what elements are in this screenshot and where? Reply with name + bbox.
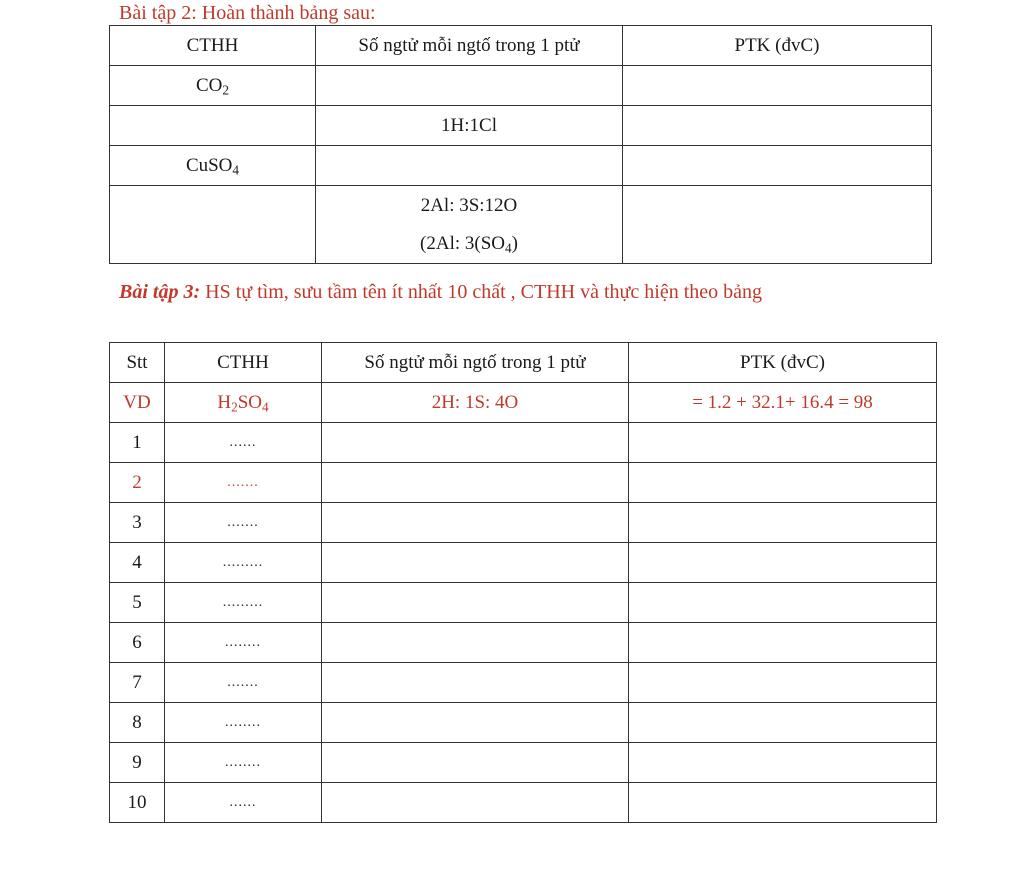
formula-cell[interactable] <box>110 106 316 146</box>
formula-cell[interactable]: ....... <box>165 663 322 703</box>
formula-cell: CuSO$_4$ <box>110 146 316 186</box>
formula-cell: $CO_2$ <box>110 66 316 106</box>
stt-cell: 6 <box>110 623 165 663</box>
atoms-line: 2Al: 3S:12O <box>420 194 518 216</box>
header-atoms: Số ngtử mỗi ngtố trong 1 ptử <box>322 343 629 383</box>
atoms-cell <box>316 186 623 264</box>
formula-cell[interactable]: ......... <box>165 543 322 583</box>
table-row <box>110 66 932 106</box>
stt-cell: VD <box>110 383 165 423</box>
exercise3-title <box>119 278 762 306</box>
atoms-cell[interactable] <box>322 583 629 623</box>
formula-cell[interactable]: ........ <box>165 623 322 663</box>
atoms-cell[interactable] <box>322 423 629 463</box>
exercise3-table <box>109 342 937 823</box>
table-row <box>110 583 937 623</box>
ptk-cell[interactable] <box>629 503 937 543</box>
header-ptk: PTK (đvC) <box>629 343 937 383</box>
example-row <box>110 383 937 423</box>
atoms-cell[interactable] <box>322 543 629 583</box>
formula-cell[interactable]: ...... <box>165 423 322 463</box>
formula-cell[interactable] <box>110 186 316 264</box>
atoms-cell[interactable] <box>322 663 629 703</box>
formula-cell[interactable]: ...... <box>165 783 322 823</box>
table-row <box>110 623 937 663</box>
header-cthh: CTHH <box>165 343 322 383</box>
atoms-cell[interactable] <box>316 146 623 186</box>
atoms-cell: 2H: 1S: 4O <box>322 383 629 423</box>
ptk-cell[interactable] <box>629 543 937 583</box>
ptk-cell[interactable] <box>629 583 937 623</box>
ptk-cell[interactable] <box>629 463 937 503</box>
table-header-row <box>110 26 932 66</box>
table-row <box>110 703 937 743</box>
atoms-cell[interactable] <box>322 463 629 503</box>
table-row <box>110 146 932 186</box>
table-row <box>110 543 937 583</box>
formula-cell[interactable]: ........ <box>165 743 322 783</box>
exercise3-title-rest: HS tự tìm, sưu tầm tên ít nhất 10 chất , CTHH và thực hiện theo bảng <box>200 281 762 303</box>
ptk-cell[interactable] <box>629 783 937 823</box>
ptk-cell[interactable] <box>629 623 937 663</box>
atoms-cell[interactable] <box>322 503 629 543</box>
exercise2-table <box>109 25 932 264</box>
atoms-cell[interactable] <box>322 743 629 783</box>
ptk-cell[interactable] <box>629 703 937 743</box>
stt-cell: 5 <box>110 583 165 623</box>
stt-cell: 4 <box>110 543 165 583</box>
ptk-cell[interactable] <box>623 186 932 264</box>
ptk-cell: = 1.2 + 32.1+ 16.4 = 98 <box>629 383 937 423</box>
stt-cell: 2 <box>110 463 165 503</box>
header-stt: Stt <box>110 343 165 383</box>
table-row <box>110 783 937 823</box>
table-row <box>110 743 937 783</box>
ptk-cell[interactable] <box>629 743 937 783</box>
header-cthh: CTHH <box>110 26 316 66</box>
formula-cell: $H_2SO_4$ <box>165 383 322 423</box>
header-atoms: Số ngtử mỗi ngtố trong 1 ptử <box>316 26 623 66</box>
table-row <box>110 663 937 703</box>
atoms-cell[interactable] <box>322 703 629 743</box>
ptk-cell[interactable] <box>629 423 937 463</box>
formula-cell[interactable]: ......... <box>165 583 322 623</box>
formula-cell[interactable]: ....... <box>165 503 322 543</box>
exercise3-title-bold: Bài tập 3: <box>119 281 201 303</box>
stt-cell: 1 <box>110 423 165 463</box>
ptk-cell[interactable] <box>629 663 937 703</box>
atoms-cell[interactable] <box>316 66 623 106</box>
stt-cell: 7 <box>110 663 165 703</box>
stt-cell: 10 <box>110 783 165 823</box>
stt-cell: 9 <box>110 743 165 783</box>
atoms-cell[interactable] <box>322 783 629 823</box>
formula-cell[interactable]: ........ <box>165 703 322 743</box>
table-row <box>110 503 937 543</box>
exercise2-title: Bài tập 2: Hoàn thành bảng sau: <box>119 2 376 24</box>
stt-cell: 3 <box>110 503 165 543</box>
atoms-line: (2Al: $3(SO_4)$ <box>420 232 518 255</box>
table-row <box>110 423 937 463</box>
table-header-row <box>110 343 937 383</box>
ptk-cell[interactable] <box>623 146 932 186</box>
formula-cell[interactable]: ....... <box>165 463 322 503</box>
ptk-cell[interactable] <box>623 106 932 146</box>
header-ptk: PTK (đvC) <box>623 26 932 66</box>
atoms-cell[interactable] <box>322 623 629 663</box>
table-row <box>110 186 932 264</box>
ptk-cell[interactable] <box>623 66 932 106</box>
table-row <box>110 106 932 146</box>
table-row <box>110 463 937 503</box>
atoms-cell: 1H:1Cl <box>316 106 623 146</box>
stt-cell: 8 <box>110 703 165 743</box>
